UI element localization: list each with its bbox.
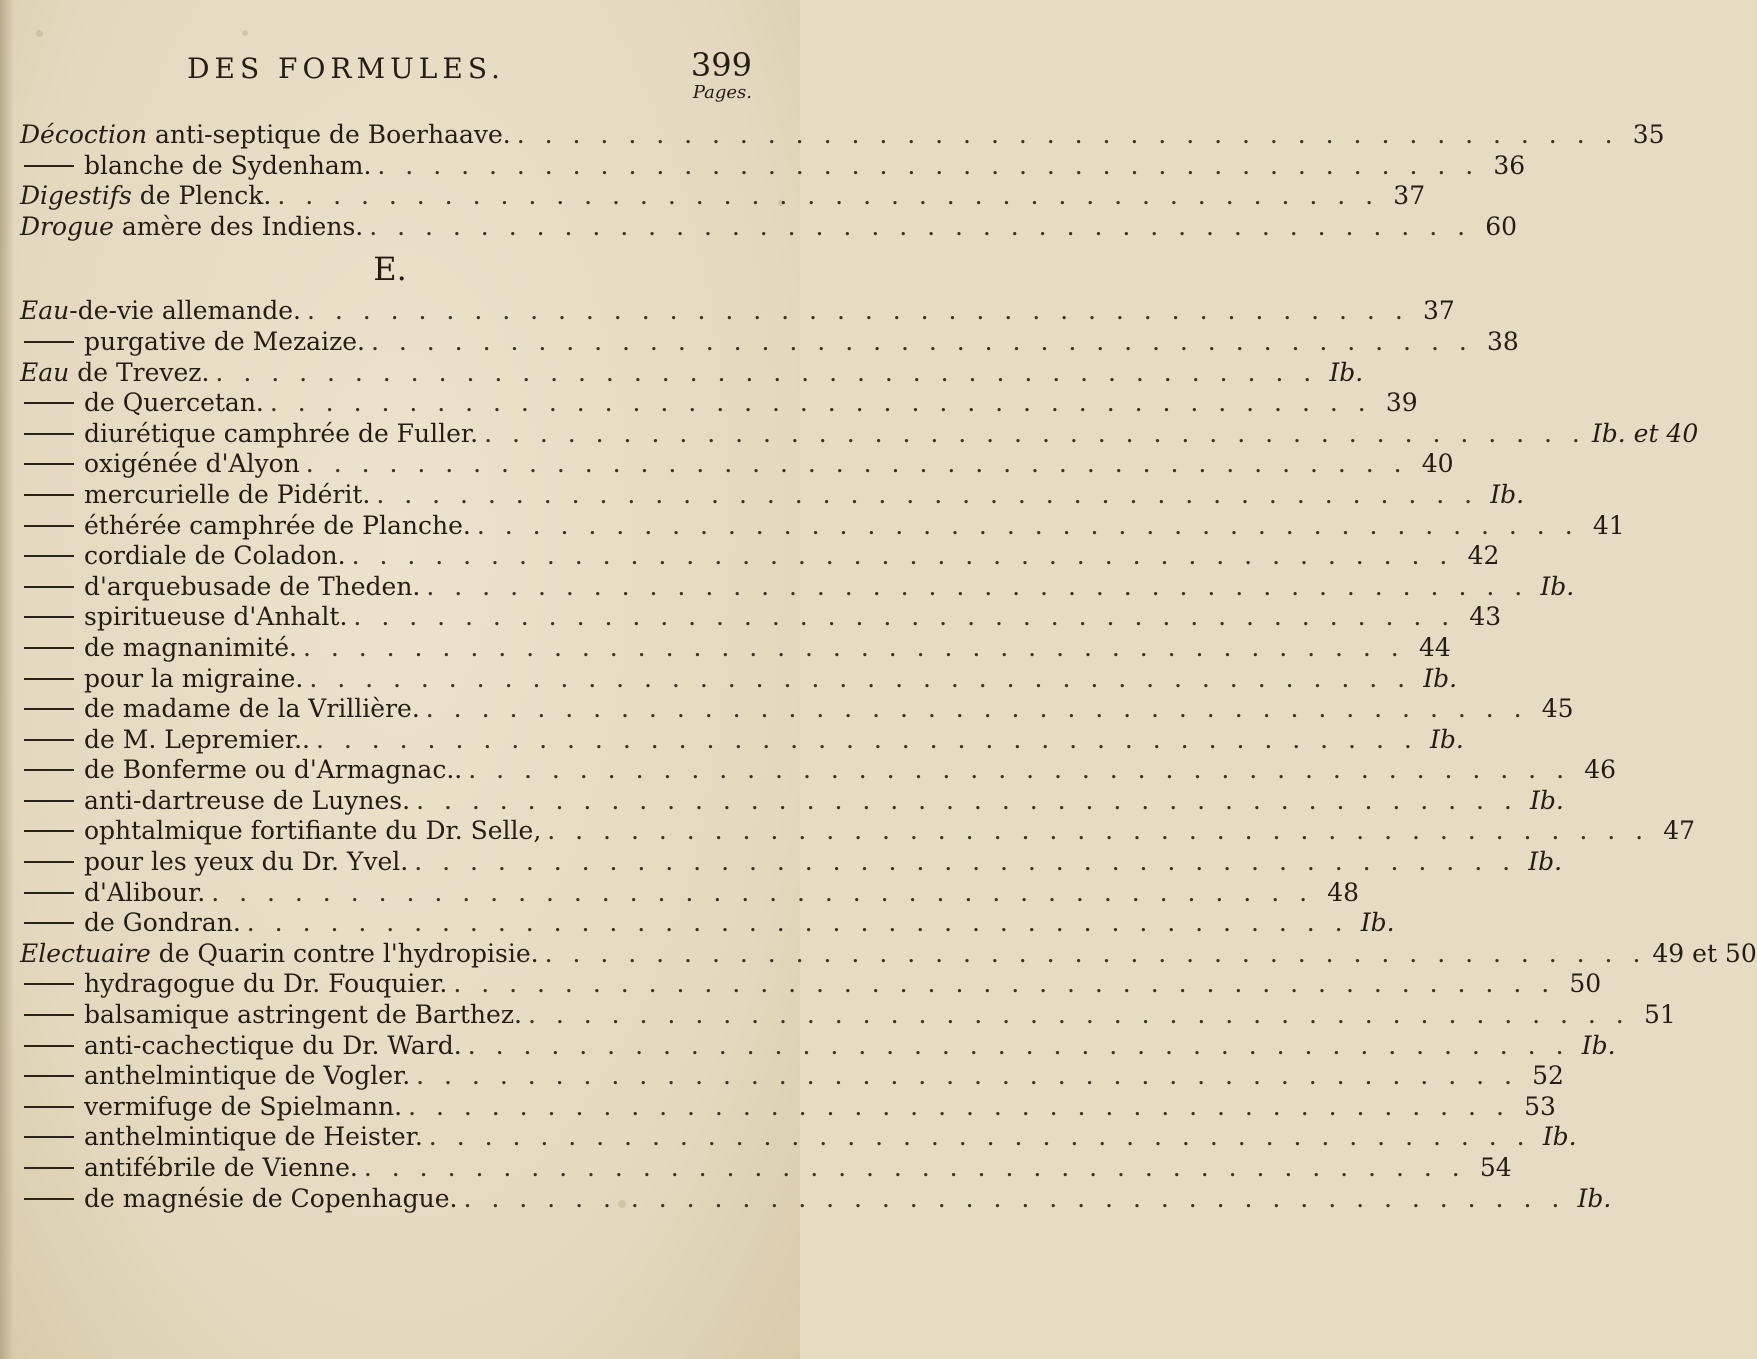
dot-leader: . . . . . . . . . . . . . . . . . . . . . . . . . . . . . . . . . . . . . . . . (369, 211, 1472, 241)
ditto-dash (20, 533, 84, 534)
section-letter: E. (373, 250, 407, 289)
page-reference: 50 (1569, 969, 1602, 999)
index-entry (20, 785, 1564, 817)
entry-text: de Trevez. (69, 357, 210, 387)
entry-keyword: Digestifs (20, 181, 132, 211)
dot-leader: . . . . . . . . . . . . . . . . . . . . . . . . . . . . . . . . . . . . . . . . (463, 1183, 1566, 1213)
entry-text: pour les yeux du Dr. Yvel. (84, 847, 409, 877)
index-entry (20, 181, 1426, 212)
entry-title (84, 1184, 458, 1213)
page-reference: 54 (1479, 1153, 1512, 1182)
entry-text: pour la migraine. (84, 663, 304, 693)
ditto-dash (20, 1083, 84, 1084)
dot-leader: . . . . . . . . . . . . . . . . . . . . . . . . . . . . . . . . . . . . . . . . (315, 724, 1418, 754)
entry-text: anti-dartreuse de Luynes. (84, 785, 411, 815)
dot-leader: . . . . . . . . . . . . . . . . . . . . . . . . . . . . . . . . . . . . . . . . (527, 1000, 1630, 1030)
entry-title (84, 602, 347, 631)
entry-title (84, 419, 478, 448)
dot-leader: . . . . . . . . . . . . . . . . . . . . . . . . . . . . . . . . . . . . . . . . (246, 908, 1349, 938)
ditto-dash (20, 471, 84, 472)
page-reference: Ib. et 40 (1591, 418, 1699, 448)
page-reference: Ib. (1542, 1122, 1577, 1152)
index-entry (20, 1153, 1512, 1184)
entry-text: purgative de Mezaize. (84, 326, 365, 356)
ditto-dash (20, 747, 84, 748)
dot-leader: . . . . . . . . . . . . . . . . . . . . . . . . . . . . . . . . . . . . . . . . (467, 1030, 1570, 1060)
entry-title (84, 847, 408, 876)
entry-title (84, 725, 310, 754)
entry-text: hydragogue du Dr. Fouquier. (84, 969, 448, 999)
dot-leader: . . . . . . . . . . . . . . . . . . . . . . . . . . . . . . . . . . . . . . . . (426, 571, 1529, 601)
ditto-dash (20, 1175, 84, 1176)
index-entries (20, 120, 1757, 1214)
entry-title (84, 878, 205, 907)
page-reference: Ib. (1540, 571, 1575, 601)
ditto-dash (20, 624, 84, 625)
index-entry (20, 418, 1699, 450)
index-entry (20, 510, 1625, 542)
entry-text: antifébrile de Vienne. (84, 1153, 358, 1182)
entry-title (84, 1092, 402, 1121)
index-entry (20, 755, 1617, 786)
entry-title (84, 572, 420, 601)
entry-text: balsamique astringent de Barthez. (84, 1000, 522, 1030)
ditto-dash (20, 900, 84, 901)
dot-leader: . . . . . . . . . . . . . . . . . . . . . . . . . . . . . . . . . . . . . . . . (468, 755, 1571, 785)
index-entry (20, 1183, 1612, 1215)
index-entry (20, 1091, 1556, 1123)
index-entry (20, 1061, 1564, 1092)
dot-leader: . . . . . . . . . . . . . . . . . . . . . . . . . . . . . . . . . . . . . . . . (428, 1122, 1531, 1152)
ditto-dash (20, 349, 84, 350)
index-entry (20, 816, 1696, 847)
entry-text: cordiale de Coladon. (84, 541, 346, 571)
ditto-dash (20, 563, 84, 564)
entry-title (84, 449, 300, 478)
index-entry (20, 296, 1455, 327)
dot-leader: . . . . . . . . . . . . . . . . . . . . . . . . . . . . . . . . . . . . . . . . (547, 816, 1650, 846)
dot-leader: . . . . . . . . . . . . . . . . . . . . . . . . . . . . . . . . . . . . . . . . (305, 449, 1408, 479)
ditto-dash (20, 173, 84, 174)
index-entry (20, 877, 1360, 909)
entry-text: mercurielle de Pidérit. (84, 479, 371, 509)
page-reference: Ib. (1530, 785, 1564, 815)
ditto-dash (20, 1206, 84, 1207)
entry-text: de Plenck. (131, 181, 272, 211)
dot-leader: . . . . . . . . . . . . . . . . . . . . . . . . . . . . . . . . . . . . . . . . (371, 326, 1473, 356)
page-reference: 41 (1592, 510, 1625, 540)
entry-title (84, 480, 370, 509)
ditto-dash (20, 838, 84, 839)
page-reference: 35 (1632, 120, 1665, 149)
entry-title (84, 1061, 410, 1090)
entry-title (84, 1000, 522, 1029)
entry-title (84, 151, 371, 180)
page-reference: 49 et 50 (1652, 938, 1757, 968)
index-entry (20, 694, 1574, 725)
ditto-dash (20, 930, 84, 931)
ditto-dash (20, 991, 84, 992)
entry-keyword: Décoction (20, 120, 148, 149)
entry-title (20, 939, 539, 968)
ditto-dash (20, 655, 84, 656)
entry-title (84, 1122, 423, 1151)
index-entry (20, 724, 1464, 756)
index-entry (20, 938, 1757, 970)
entry-keyword: Eau (20, 357, 70, 387)
entry-keyword: Eau (20, 296, 70, 326)
entry-text: anti-septique de Boerhaave. (147, 120, 511, 149)
dot-leader: . . . . . . . . . . . . . . . . . . . . . . . . . . . . . . . . . . . . . . . . (353, 602, 1456, 632)
entry-title (84, 1153, 358, 1182)
index-entry (20, 969, 1602, 1000)
page-reference: 40 (1421, 449, 1454, 479)
page-reference: 53 (1524, 1091, 1556, 1121)
ditto-dash (20, 777, 84, 778)
page-reference: 37 (1393, 181, 1426, 211)
ditto-dash (20, 502, 84, 503)
dot-leader: . . . . . . . . . . . . . . . . . . . . . . . . . . . . . . . . . . . . . . . . (306, 296, 1409, 326)
page-reference: 60 (1485, 211, 1518, 241)
entry-text: éthérée camphrée de Planche. (84, 510, 471, 540)
page-header (0, 0, 800, 120)
dot-leader: . . . . . . . . . . . . . . . . . . . . . . . . . . . . . . . . . . . . . . . . (425, 694, 1528, 724)
dot-leader: . . . . . . . . . . . . . . . . . . . . . . . . . . . . . . . . . . . . . . . . (414, 847, 1517, 877)
entry-title (84, 633, 297, 662)
index-entry (20, 326, 1519, 358)
page-reference: Ib. (1528, 847, 1563, 877)
dot-leader: . . . . . . . . . . . . . . . . . . . . . . . . . . . . . . . . . . . . . . . . (408, 1091, 1510, 1121)
entry-text: de Quarin contre l'hydropisie. (150, 938, 539, 968)
dot-leader: . . . . . . . . . . . . . . . . . . . . . . . . . . . . . . . . . . . . . . . . (211, 877, 1314, 907)
ditto-dash (20, 869, 84, 870)
entry-title (84, 755, 462, 784)
entry-title (84, 388, 264, 417)
index-entry (20, 1000, 1676, 1031)
index-entry (20, 847, 1563, 878)
page-reference: 39 (1385, 388, 1418, 418)
dot-leader: . . . . . . . . . . . . . . . . . . . . . . . . . . . . . . . . . . . . . . . . (302, 632, 1405, 662)
dot-leader: . . . . . . . . . . . . . . . . . . . . . . . . . . . . . . . . . . . . . . . . (377, 150, 1480, 180)
ditto-dash (20, 1022, 84, 1023)
entry-title (84, 1031, 462, 1060)
index-entry (20, 150, 1526, 182)
entry-title (20, 212, 363, 241)
index-entry (20, 479, 1525, 511)
pages-column-label: Pages. (692, 82, 752, 103)
ditto-dash (20, 594, 84, 595)
entry-text: blanche de Sydenham. (84, 150, 372, 180)
entry-text: d'arquebusade de Theden. (84, 571, 421, 601)
index-entry (20, 120, 1665, 151)
dot-leader: . . . . . . . . . . . . . . . . . . . . . . . . . . . . . . . . . . . . . . . . (484, 418, 1586, 448)
index-entry (20, 388, 1418, 419)
entry-text: de Quercetan. (84, 388, 264, 418)
dot-leader: . . . . . . . . . . . . . . . . . . . . . . . . . . . . . . . . . . . . . . . . (363, 1153, 1466, 1182)
page-reference: 47 (1663, 816, 1696, 846)
entry-text: anti-cachectique du Dr. Ward. (84, 1030, 462, 1060)
entry-text: de M. Lepremier.. (84, 724, 310, 754)
entry-title (84, 969, 447, 998)
dot-leader: . . . . . . . . . . . . . . . . . . . . . . . . . . . . . . . . . . . . . . . . (416, 1061, 1518, 1091)
page-reference: 38 (1486, 326, 1519, 356)
index-entry (20, 1122, 1577, 1153)
page-reference: 46 (1584, 755, 1617, 785)
ditto-dash (20, 716, 84, 717)
running-title: DES FORMULES. (187, 52, 505, 85)
entry-title (84, 908, 241, 937)
page-reference: 36 (1493, 150, 1526, 180)
index-entry (20, 571, 1575, 603)
page-reference: 44 (1418, 632, 1451, 662)
ditto-dash (20, 1114, 84, 1115)
page-reference: Ib. (1581, 1030, 1616, 1060)
entry-title (84, 541, 346, 570)
entry-text: anthelmintique de Heister. (84, 1122, 423, 1152)
entry-title (84, 511, 471, 540)
index-entry (20, 632, 1451, 664)
entry-keyword: Drogue (20, 211, 114, 241)
entry-title (84, 327, 365, 356)
dot-leader: . . . . . . . . . . . . . . . . . . . . . . . . . . . . . . . . . . . . . . . . (269, 388, 1372, 418)
index-entry (20, 1030, 1616, 1062)
entry-text: de magnésie de Copenhague. (84, 1183, 458, 1213)
entry-text: de Bonferme ou d'Armagnac.. (84, 755, 463, 785)
dot-leader: . . . . . . . . . . . . . . . . . . . . . . . . . . . . . . . . . . . . . . . . (351, 541, 1454, 571)
entry-title (84, 664, 303, 693)
entry-title (84, 694, 420, 723)
page-number: 399 (690, 46, 752, 84)
entry-text: de madame de la Vrillière. (84, 694, 420, 724)
ditto-dash (20, 808, 84, 809)
page-reference: 45 (1541, 694, 1574, 724)
dot-leader: . . . . . . . . . . . . . . . . . . . . . . . . . . . . . . . . . . . . . . . . (516, 120, 1619, 149)
entry-text: amère des Indiens. (113, 211, 364, 241)
entry-title (20, 120, 511, 149)
page-reference: Ib. (1429, 724, 1464, 754)
entry-text: anthelmintique de Vogler. (84, 1061, 411, 1091)
entry-text: oxigénée d'Alyon (84, 449, 300, 479)
page-reference: 51 (1643, 1000, 1676, 1030)
ditto-dash (20, 410, 84, 411)
ditto-dash (20, 441, 84, 442)
page-reference: 48 (1327, 877, 1360, 907)
index-entry (20, 541, 1500, 572)
entry-text: spiritueuse d'Anhalt. (84, 602, 348, 632)
page-reference: Ib. (1360, 908, 1395, 938)
index-entry (20, 908, 1395, 939)
entry-title (84, 816, 541, 845)
dot-leader: . . . . . . . . . . . . . . . . . . . . . . . . . . . . . . . . . . . . . . . . (215, 357, 1318, 387)
ditto-dash (20, 1144, 84, 1145)
index-entry (20, 602, 1502, 633)
entry-text: de magnanimité. (84, 632, 297, 662)
entry-title (20, 358, 209, 387)
page-gutter-shadow (0, 0, 14, 1359)
page-reference: Ib. (1329, 357, 1364, 387)
dot-leader: . . . . . . . . . . . . . . . . . . . . . . . . . . . . . . . . . . . . . . . . (376, 479, 1479, 509)
dot-leader: . . . . . . . . . . . . . . . . . . . . . . . . . . . . . . . . . . . . . . . . (453, 969, 1556, 999)
dot-leader: . . . . . . . . . . . . . . . . . . . . . . . . . . . . . . . . . . . . . . . . (309, 663, 1412, 693)
index-entry (20, 449, 1454, 480)
ditto-dash (20, 1053, 84, 1054)
entry-text: vermifuge de Spielmann. (84, 1091, 403, 1121)
page-reference: 43 (1469, 602, 1502, 632)
entry-text: diurétique camphrée de Fuller. (84, 418, 479, 448)
dot-leader: . . . . . . . . . . . . . . . . . . . . . . . . . . . . . . . . . . . . . . . . (277, 181, 1380, 211)
page-reference: 37 (1422, 296, 1455, 326)
page-reference: Ib. (1577, 1183, 1612, 1213)
page-reference: 52 (1532, 1061, 1564, 1091)
entry-text: ophtalmique fortifiante du Dr. Selle, (84, 816, 542, 846)
page-reference: Ib. (1490, 479, 1525, 509)
index-entry (20, 357, 1364, 389)
index-entry (20, 663, 1458, 695)
dot-leader: . . . . . . . . . . . . . . . . . . . . . . . . . . . . . . . . . . . . . . . . (416, 785, 1518, 815)
dot-leader: . . . . . . . . . . . . . . . . . . . . . . . . . . . . . . . . . . . . . . . . (544, 938, 1647, 968)
entry-title (20, 181, 271, 210)
entry-text: d'Alibour. (84, 877, 206, 907)
ditto-dash (20, 686, 84, 687)
entry-title (84, 786, 410, 815)
entry-text: -de-vie allemande. (69, 296, 301, 326)
dot-leader: . . . . . . . . . . . . . . . . . . . . . . . . . . . . . . . . . . . . . . . . (476, 510, 1579, 540)
index-entry (20, 211, 1518, 243)
entry-keyword: Electuaire (20, 938, 151, 968)
entry-text: de Gondran. (84, 908, 241, 938)
page-reference: Ib. (1423, 663, 1458, 693)
entry-title (20, 296, 301, 325)
page-reference: 42 (1467, 541, 1500, 571)
